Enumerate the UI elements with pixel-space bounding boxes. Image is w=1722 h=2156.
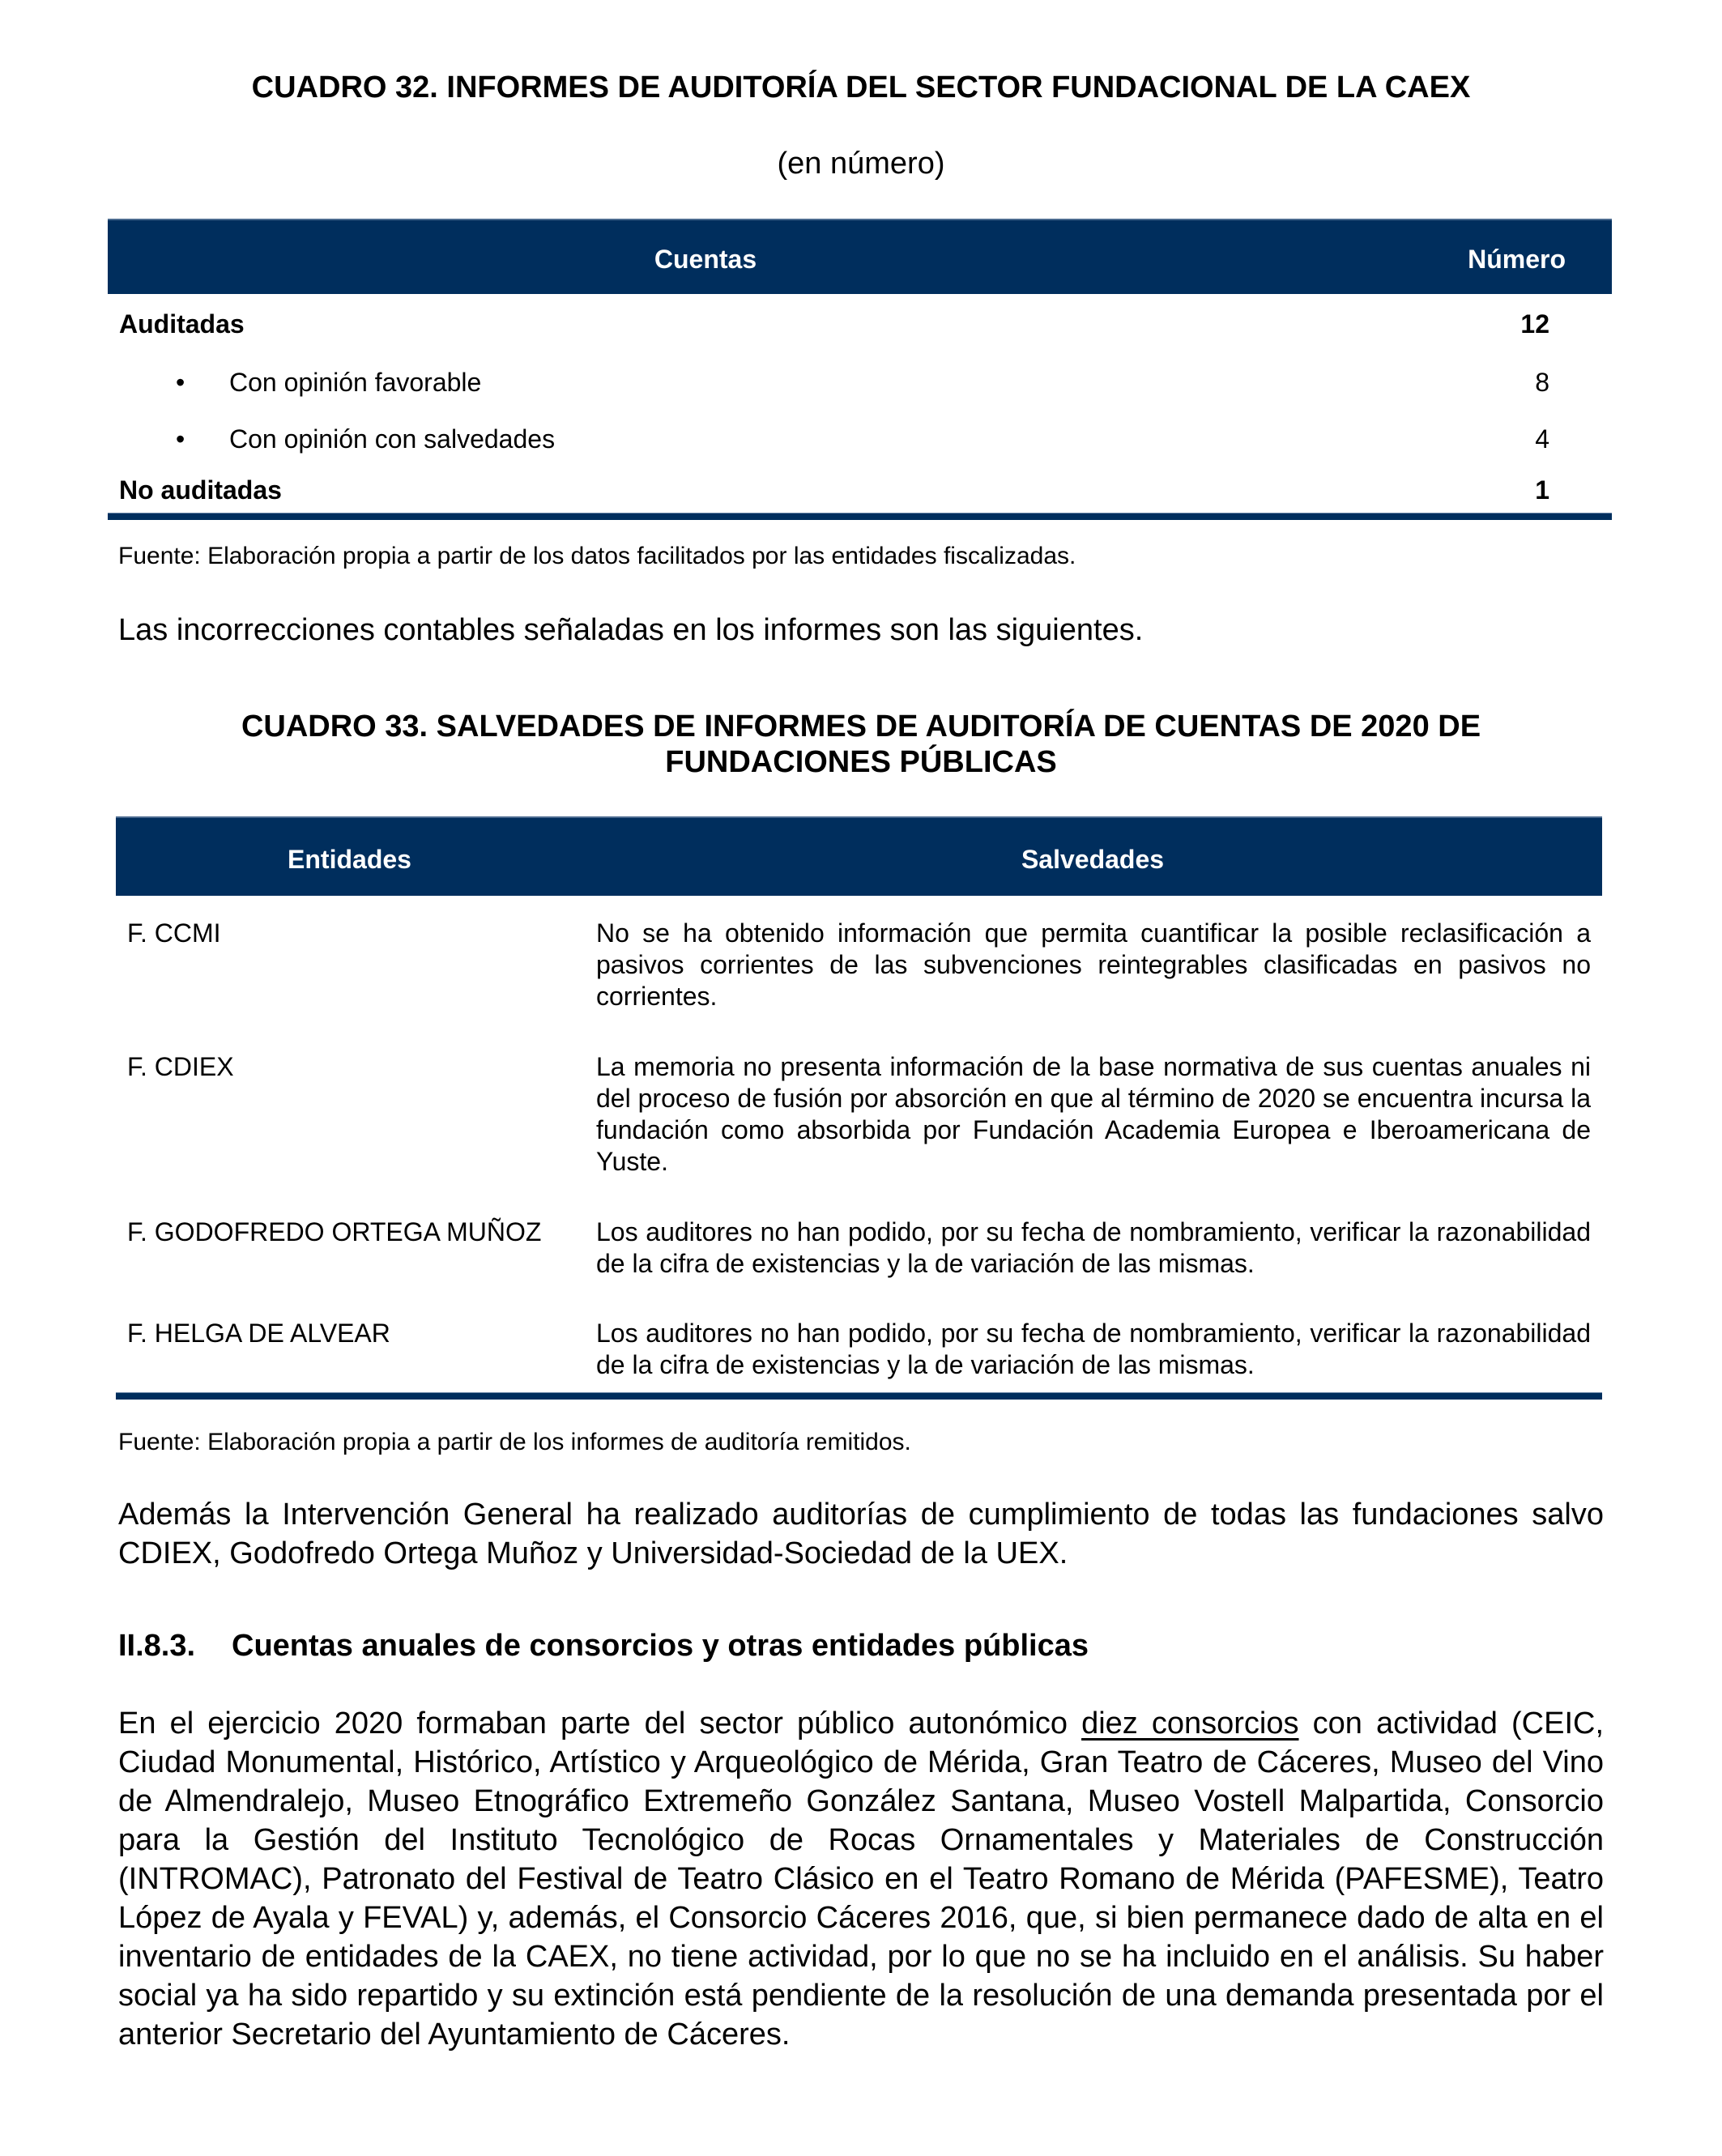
column-header-entidades: Entidades — [288, 845, 411, 874]
consorcios-paragraph — [118, 1704, 1604, 2054]
cuadro-32-subtitle: (en número) — [777, 147, 945, 181]
paragraph-text: En el ejercicio 2020 formaban parte del sector público autonómico — [118, 1706, 1082, 1741]
row-value: 4 — [1535, 424, 1549, 454]
row-label: Auditadas — [119, 309, 245, 339]
cuadro-32-title: CUADRO 32. INFORMES DE AUDITORÍA DEL SECTOR FUNDACIONAL DE LA CAEX — [251, 70, 1471, 104]
underlined-text: diez consorcios — [1081, 1706, 1299, 1741]
bullet-icon: • — [176, 424, 185, 454]
row-label: Con opinión favorable — [229, 368, 482, 397]
entity-name: F. GODOFREDO ORTEGA MUÑOZ — [127, 1217, 542, 1246]
entity-name: F. CCMI — [127, 918, 221, 948]
paragraph-text: con actividad (CEIC, Ciudad Monumental, Histórico, Artístico y Arqueológico de Mérida, Gran Teatro de Cáceres, Museo del Vino de Almendralejo, Museo Etnográfico Extremeño González Santana, Museo Vostell Malpartida, Consorcio para la Gestión del Instituto Tecnológico de Rocas Ornamentales y Materiales de Construcción (INTROMAC), Patronato del Festival de Teatro Clásico en el Teatro Romano de Mérida (PAFESME), Teatro López de Ayala y FEVAL) y, además, el Consorcio Cáceres 2016, que, si bien permanece dado de alta en el inventario de entidades de la CAEX, no tiene actividad, por lo que no se ha incluido en el análisis. Su haber social ya ha sido repartido y su extinción está pendiente de la resolución de una demanda presentada por el anterior Secretario del Ayuntamiento de Cáceres. — [118, 1706, 1605, 2052]
column-header-numero: Número — [1468, 245, 1566, 274]
row-label: Con opinión con salvedades — [229, 424, 556, 454]
column-header-salvedades: Salvedades — [1021, 845, 1165, 874]
intro-paragraph: Las incorrecciones contables señaladas en los informes son las siguientes. — [118, 613, 1144, 647]
row-label: No auditadas — [119, 475, 282, 505]
cuadro-32-table — [108, 219, 1612, 505]
qualification-text: Los auditores no han podido, por su fecha de nombramiento, verificar la razonabilidad de la cifra de existencias y la de variación de las mismas. — [596, 1319, 1591, 1379]
cuadro-33-table — [116, 816, 1602, 1379]
table-bottom-rule — [108, 513, 1612, 520]
table-bottom-rule — [116, 1392, 1602, 1400]
bullet-icon: • — [176, 368, 185, 397]
table-header — [108, 219, 1612, 294]
cuadro-33-source: Fuente: Elaboración propia a partir de los informes de auditoría remitidos. — [118, 1429, 911, 1455]
row-value: 8 — [1535, 368, 1549, 397]
qualification-text: La memoria no presenta información de la base normativa de sus cuentas anuales ni del proceso de fusión por absorción en que al término de 2020 se encuentra incursa la fundación como absorbida por Fundación Academia Europea e Iberoamericana de Yuste. — [596, 1052, 1591, 1176]
cuadro-33-title-line1: CUADRO 33. SALVEDADES DE INFORMES DE AUDITORÍA DE CUENTAS DE 2020 DE — [241, 709, 1481, 744]
section-number: II.8.3. — [118, 1629, 196, 1663]
cuadro-33-title-line2: FUNDACIONES PÚBLICAS — [665, 745, 1057, 779]
entity-name: F. CDIEX — [127, 1052, 234, 1081]
row-value: 12 — [1520, 309, 1549, 339]
row-value: 1 — [1535, 475, 1549, 505]
qualification-text: Los auditores no han podido, por su fecha de nombramiento, verificar la razonabilidad de la cifra de existencias y la de variación de las mismas. — [596, 1217, 1591, 1278]
table-header — [116, 816, 1602, 896]
entity-name: F. HELGA DE ALVEAR — [127, 1319, 390, 1348]
column-header-cuentas: Cuentas — [654, 245, 757, 274]
section-heading — [118, 1626, 1089, 1665]
section-title: Cuentas anuales de consorcios y otras entidades públicas — [232, 1629, 1089, 1663]
intervencion-paragraph: Además la Intervención General ha realizado auditorías de cumplimiento de todas las fundaciones salvo CDIEX, Godofredo Ortega Muñoz y Universidad-Sociedad de la UEX. — [118, 1498, 1604, 1570]
qualification-text: No se ha obtenido información que permita cuantificar la posible reclasificación a pasivos corrientes de las subvenciones reintegrables clasificadas en pasivos no corrientes. — [596, 918, 1591, 1011]
cuadro-32-source: Fuente: Elaboración propia a partir de los datos facilitados por las entidades fiscalizadas. — [118, 543, 1076, 569]
